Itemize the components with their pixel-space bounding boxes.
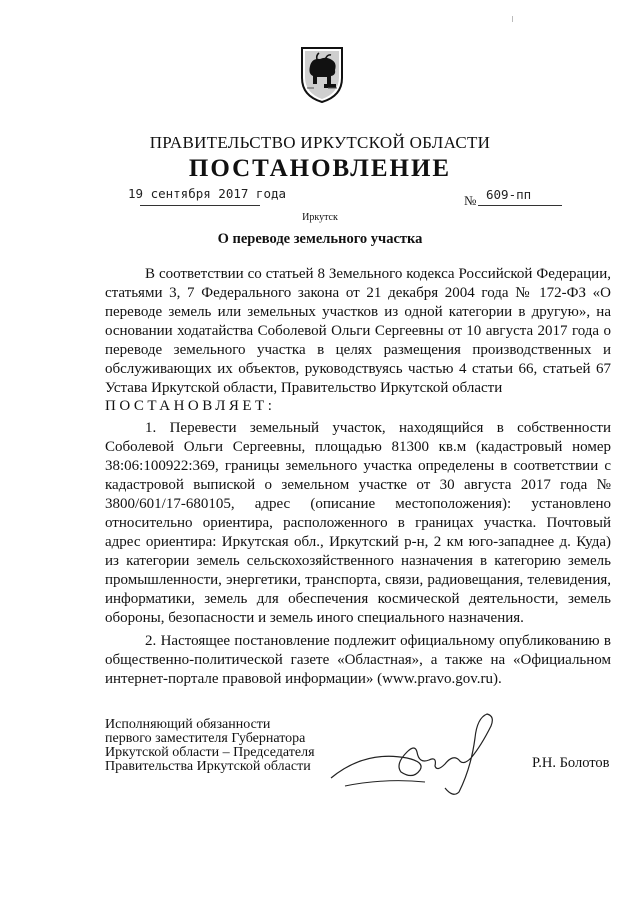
document-type: ПОСТАНОВЛЕНИЕ: [188, 155, 452, 182]
resolve-heading: ПОСТАНОВЛЯЕТ:: [105, 398, 276, 414]
document-date: 19 сентября 2017 года: [128, 186, 287, 201]
government-title: ПРАВИТЕЛЬСТВО ИРКУТСКОЙ ОБЛАСТИ: [149, 133, 491, 152]
signer-name: Р.Н. Болотов: [532, 755, 610, 771]
date-underline: [140, 205, 260, 206]
preamble-paragraph: В соответствии со статьей 8 Земельного кодекса Российской Федерации, статьями 3, 7 Федерального закона от 21 декабря 2004 года № 172-ФЗ «О переводе земель или земельных участков из одной категории в другую», на основании ходатайства Соболевой Ольги Сергеевны от 10 августа 2017 года о переводе земельного участка в целях размещения производственных и обслуживающих их объектов, руководствуясь частью 4 статьи 66, статьей 67 Устава Иркутской области, Правительство Иркутской области: [105, 266, 611, 396]
resolution-item-1: 1. Перевести земельный участок, находящийся в собственности Соболевой Ольги Сергеевны, площадью 81300 кв.м (кадастровый номер 38:06:100922:369, границы земельного участка определены в соответствии с кадастровой выпиской о земельном участке от 30 августа 2017 года № 3800/601/17-680105, адрес (описание местоположения): установлено относительно ориентира, расположенного в границах участка. Почтовый адрес ориентира: Иркутская обл., Иркутский р-н, 2 км юго-западнее д. Куда) из категории земель сельскохозяйственного назначения в категорию земель промышленности, энергетики, транспорта, связи, радиовещания, телевидения, информатики, земель для обеспечения космической деятельности, земель обороны, безопасности и земель иного специального назначения.: [105, 420, 611, 626]
document-subject: О переводе земельного участка: [217, 231, 423, 247]
signer-position-line-1: Исполняющий обязанности: [105, 717, 271, 732]
city-name: Иркутск: [302, 212, 338, 223]
scan-speck: [512, 16, 513, 22]
signer-position-line-3: Иркутской области – Председателя: [105, 745, 315, 760]
number-sign: №: [464, 193, 477, 208]
signer-position-line-2: первого заместителя Губернатора: [105, 731, 306, 746]
document-number: 609-пп: [486, 187, 532, 202]
coat-of-arms-icon: [298, 44, 346, 104]
resolution-item-2: 2. Настоящее постановление подлежит официальному опубликованию в общественно-политической газете «Областная», а также на «Официальном интернет-портале правовой информации» (www.pravo.gov.ru).: [105, 633, 611, 687]
handwritten-signature: [325, 708, 505, 798]
signer-position-line-4: Правительства Иркутской области: [105, 759, 311, 774]
number-underline: [478, 205, 562, 206]
